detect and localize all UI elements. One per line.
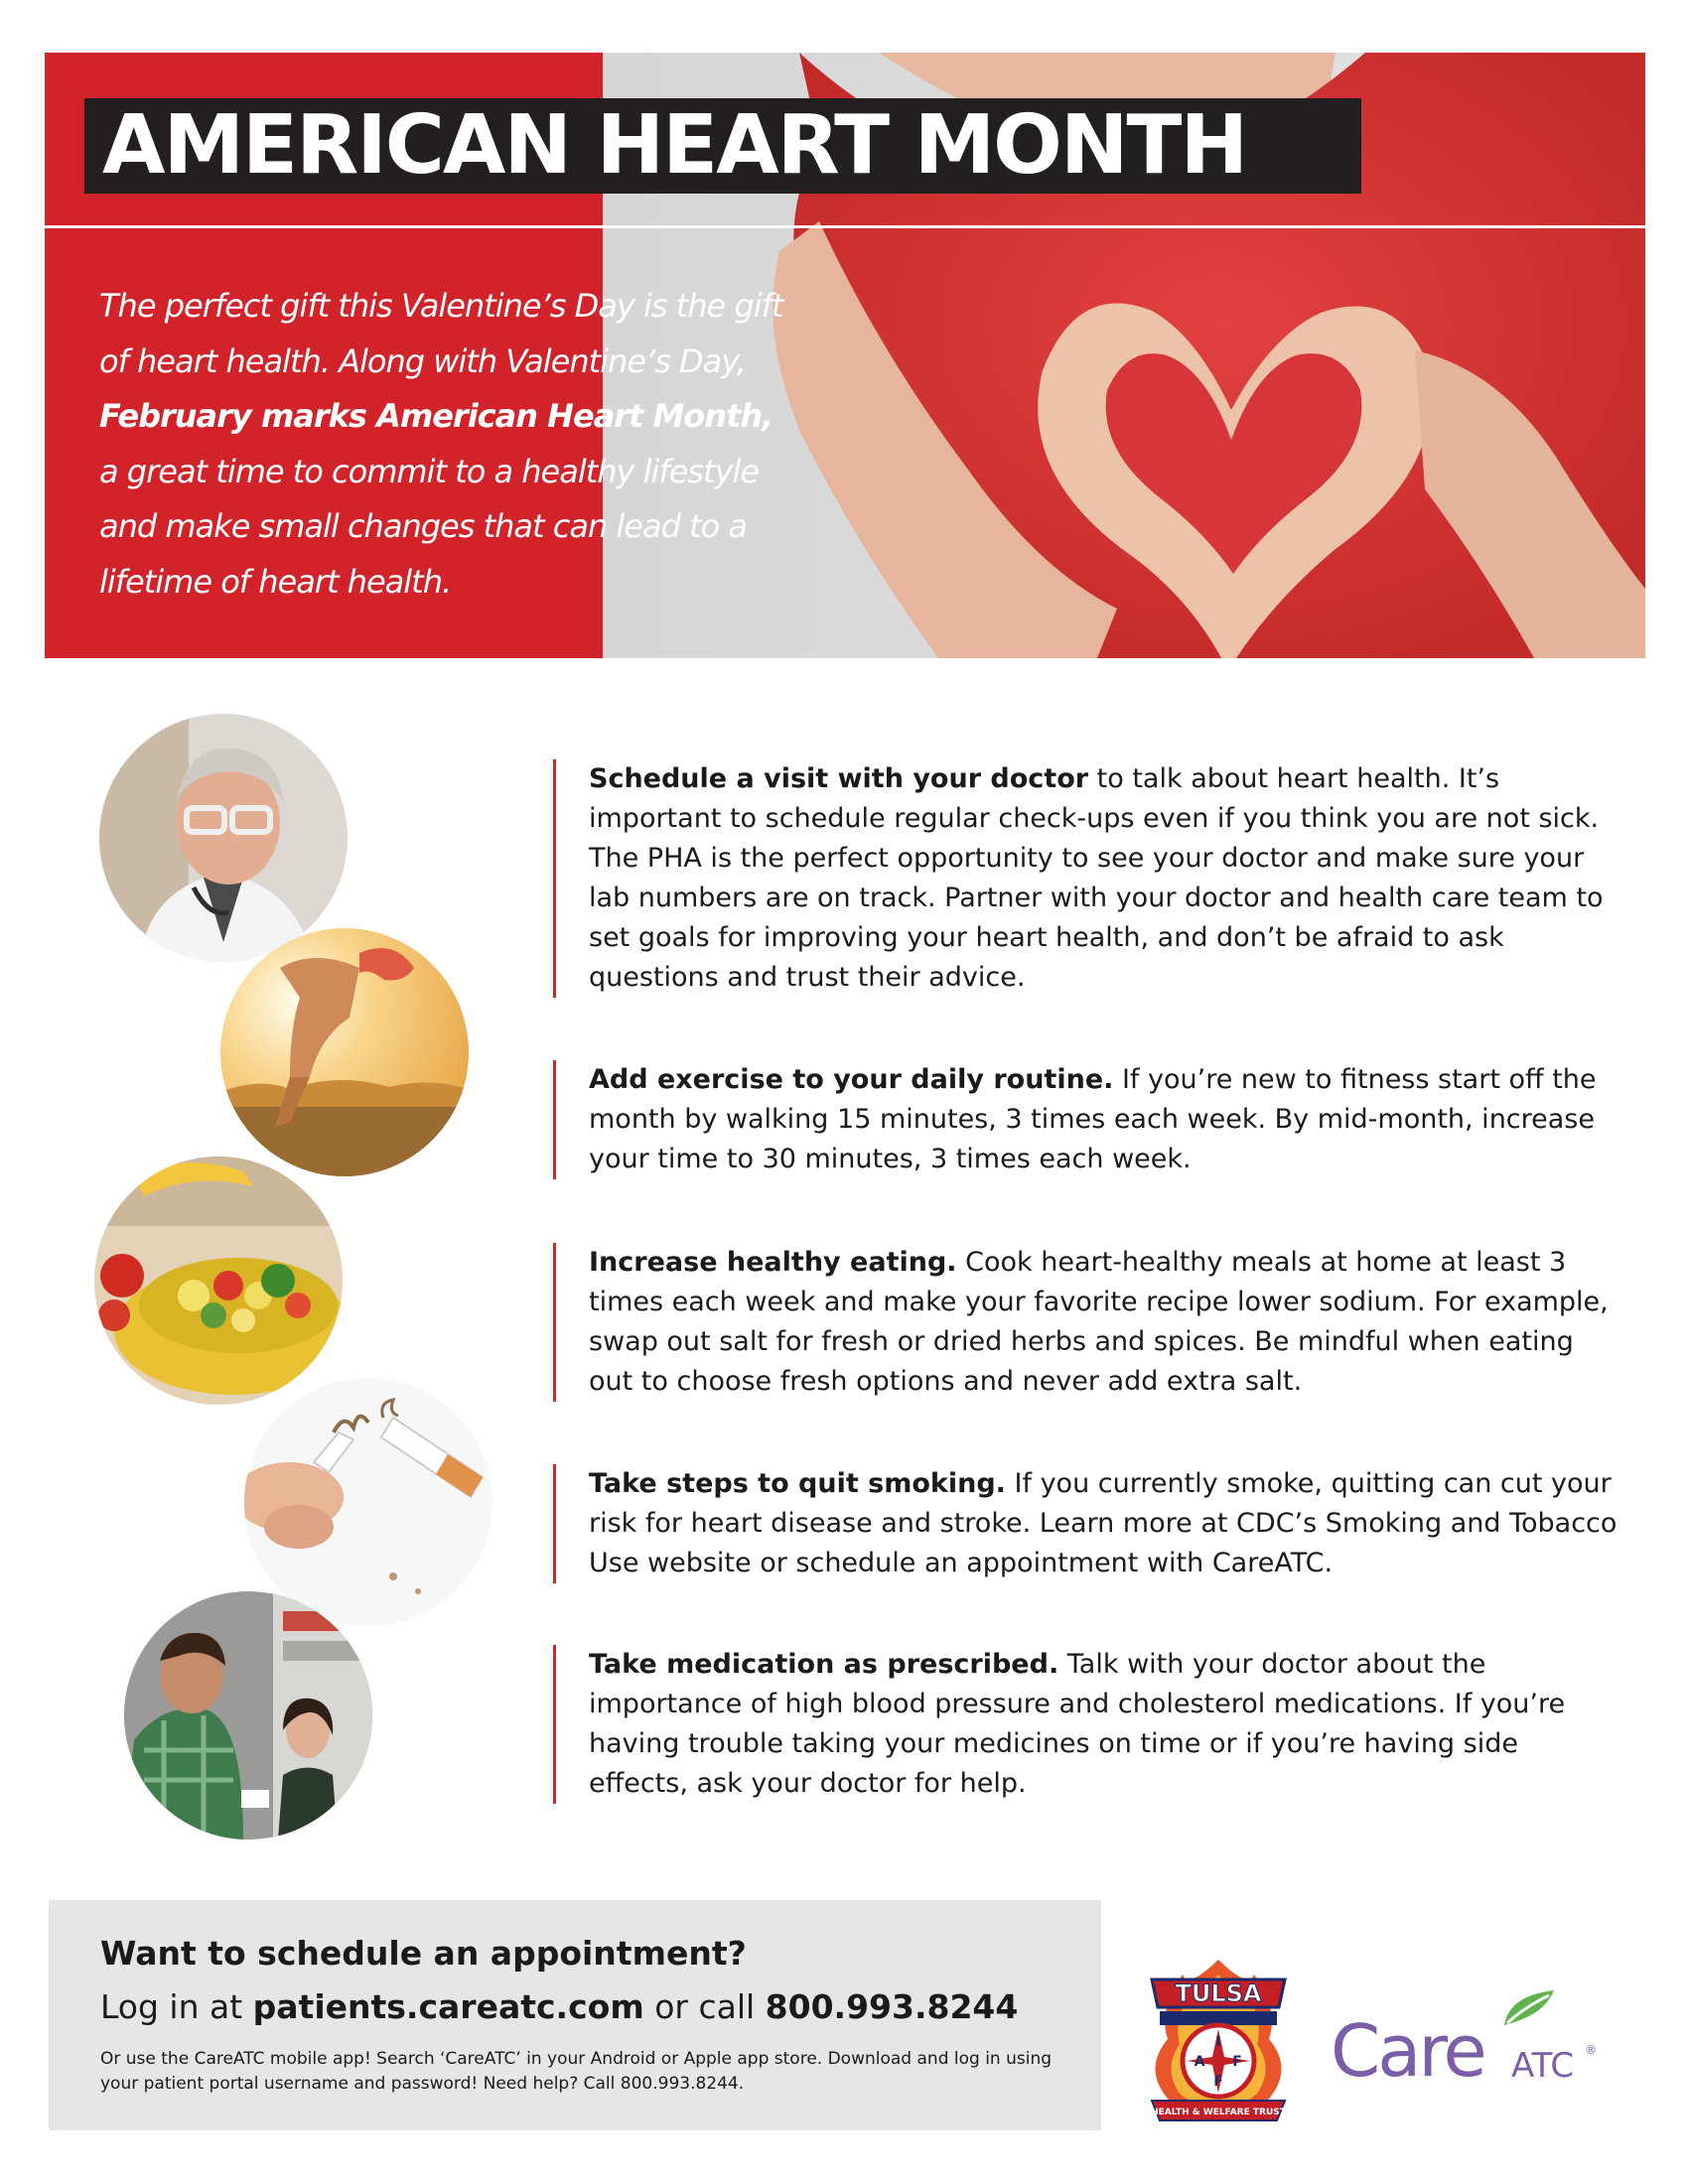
tip-text (589, 1464, 1621, 1583)
hero-banner (45, 53, 1645, 658)
tip-body: Talk with your doctor about the importance of high blood pressure and cholesterol medications. If you’re having trouble taking your medicines on time or if you’re having side effects, ask your doctor for help. (589, 1649, 1566, 1799)
intro-part-2: a great time to commit to a healthy lifestyle and make small changes that can lead to a lifetime of heart health. (99, 452, 760, 601)
leaf-icon (1499, 1985, 1559, 2033)
careatc-logo (1331, 1985, 1604, 2115)
broken-cigarette-photo (244, 1378, 492, 1626)
page-title: AMERICAN HEART MONTH (102, 98, 1247, 193)
tip-lead: Take medication as prescribed. (589, 1649, 1059, 1680)
tip-body: If you’re new to fitness start off the month by walking 15 minutes, 3 times each week. By mid-month, increase your time to 30 minutes, 3 times each week. (589, 1064, 1597, 1174)
registered-mark: ® (1585, 2043, 1597, 2057)
tip-text (589, 1645, 1621, 1804)
tip-text (589, 1243, 1621, 1402)
login-prefix: Log in at (100, 1987, 253, 2026)
login-line (100, 1987, 1018, 2026)
hero-divider (45, 225, 1645, 228)
tulsa-logo-text: TULSA (1175, 1979, 1262, 2007)
or-call: or call (643, 1987, 766, 2026)
intro-bold: February marks American Heart Month, (99, 397, 774, 435)
tip-lead: Increase healthy eating. (589, 1247, 957, 1278)
tip-add-exercise (553, 1060, 1621, 1179)
tip-lead: Add exercise to your daily routine. (589, 1064, 1114, 1095)
appointment-question: Want to schedule an appointment? (100, 1934, 747, 1973)
tip-lead: Schedule a visit with your doctor (589, 763, 1089, 794)
tulsa-letter-bottom: F (1213, 2074, 1223, 2090)
tulsa-letter-left: A (1194, 2054, 1205, 2070)
pharmacy-photo (124, 1591, 372, 1840)
doctor-photo (99, 714, 348, 962)
tulsa-firefighters-logo (1130, 1950, 1307, 2126)
tip-lead: Take steps to quit smoking. (589, 1468, 1006, 1499)
careatc-care-text: Care (1331, 2009, 1484, 2093)
tip-body: to talk about heart health. It’s important to schedule regular check-ups even if you think you are not sick. The PHA is the perfect opportunity to see your doctor and make sure your lab numbers are on track. Partner with your doctor and health care team to set goals for improving your heart health, and don’t be afraid to ask questions and trust their advice. (589, 763, 1604, 993)
tip-text (589, 1060, 1621, 1179)
healthy-food-photo (94, 1157, 343, 1405)
careatc-atc-text: ATC (1511, 2046, 1575, 2086)
tip-body: If you currently smoke, quitting can cut your risk for heart disease and stroke. Learn more at CDC’s Smoking and Tobacco Use website or schedule an appointment with CareATC. (589, 1468, 1618, 1578)
phone-number[interactable]: 800.993.8244 (765, 1987, 1019, 2026)
runner-photo (220, 928, 469, 1176)
tulsa-letter-top: I (1215, 2034, 1221, 2050)
portal-link[interactable]: patients.careatc.com (252, 1987, 644, 2026)
tulsa-letter-right: F (1232, 2054, 1242, 2070)
tulsa-logo-subtitle: HEALTH & WELFARE TRUST (1151, 2108, 1286, 2117)
intro-text (99, 279, 784, 610)
appointment-footer (49, 1900, 1101, 2130)
intro-part-1: The perfect gift this Valentine’s Day is the gift of heart health. Along with Valentine’s Day, (99, 287, 783, 380)
tip-text (589, 759, 1621, 998)
tip-take-medication (553, 1645, 1621, 1804)
tip-schedule-visit (553, 759, 1621, 998)
tip-healthy-eating (553, 1243, 1621, 1402)
tip-quit-smoking (553, 1464, 1621, 1583)
app-note: Or use the CareATC mobile app! Search ‘CareATC’ in your Android or Apple app store. Download and log in using your patient portal username and password! Need help? Call 800.993.8244. (100, 2049, 1053, 2094)
tip-body: Cook heart-healthy meals at home at least 3 times each week and make your favorite recipe lower sodium. For example, swap out salt for fresh or dried herbs and spices. Be mindful when eating out to choose fresh options and never add extra salt. (589, 1247, 1609, 1397)
